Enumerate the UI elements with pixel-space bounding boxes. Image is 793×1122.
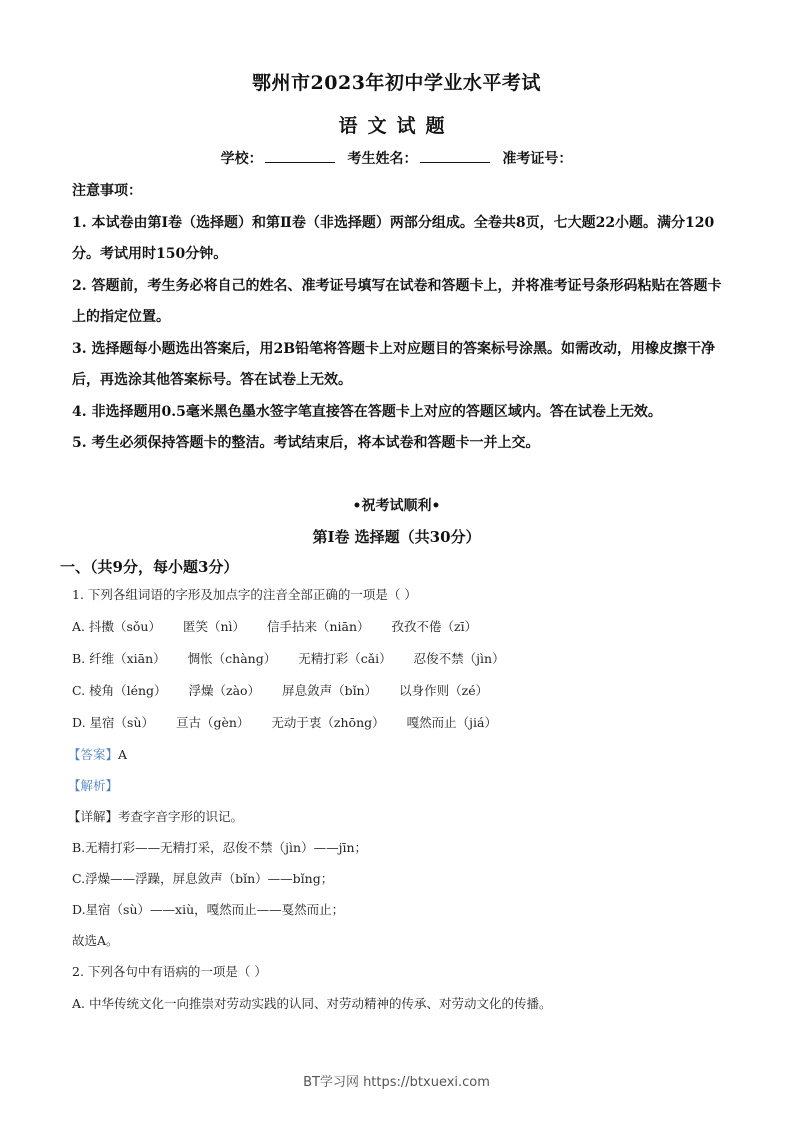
name-label: 考生姓名：: [347, 151, 418, 167]
notice-item-5: 5. 考生必须保持答题卡的整洁。考试结束后，将本试卷和答题卡一并上交。: [72, 435, 540, 451]
answer-value: A: [118, 747, 128, 762]
q1-d-4: 嘎然而止（jiá）: [406, 715, 497, 730]
school-label: 学校：: [220, 151, 263, 167]
q1-option-d: [72, 713, 515, 731]
section1-heading: 一、（共9分，每小题3分）: [60, 558, 239, 576]
explanation-c: C.浮燥——浮躁，屏息敛声（bǐn）——bǐng；: [72, 871, 334, 886]
q1-option-a: [72, 617, 495, 635]
explanation-d: D.星宿（sù）——xiù，嘎然而止——戛然而止；: [72, 902, 345, 917]
watermark-footer[interactable]: BT学习网 https://btxuexi.com: [303, 1075, 490, 1090]
student-info-row: [0, 148, 793, 168]
notice-item-2: 2. 答题前，考生务必将自己的姓名、准考证号填写在试卷和答题卡上，并将准考证号条形码粘贴在答题卡上的指定位置。: [72, 277, 722, 325]
q2-stem: 2. 下列各句中有语病的一项是（ ）: [72, 964, 267, 979]
notice-heading: 注意事项：: [72, 183, 142, 199]
q1-b-1: B. 纤维（xiān）: [72, 651, 166, 666]
q1-d-3: 无动于衷（zhōng）: [271, 715, 385, 730]
explanation-b: B.无精打彩——无精打采，忍俊不禁（jìn）——jīn；: [72, 840, 368, 855]
notice-item-4: 4. 非选择题用0.5毫米黑色墨水签字笔直接答在答题卡上对应的答题区域内。答在试卷上无效。: [72, 403, 662, 420]
exam-subtitle: 语文试题: [338, 115, 455, 137]
q1-a-1: A. 抖擞（sǒu）: [72, 619, 161, 634]
q1-a-2: 匿笑（nì）: [182, 619, 246, 634]
notice-section: [72, 176, 732, 460]
q1-stem: 1. 下列各组词语的字形及加点字的注音全部正确的一项是（ ）: [72, 587, 417, 602]
id-label: 准考证号：: [502, 151, 573, 167]
part1-title: 第Ⅰ卷 选择题（共30分）: [312, 528, 481, 546]
name-blank[interactable]: [420, 150, 490, 163]
q1-c-2: 浮燥（zào）: [188, 683, 261, 698]
q1-option-b: [72, 649, 523, 667]
q1-b-4: 忍俊不禁（jìn）: [413, 651, 505, 666]
exam-title: 鄂州市2023年初中学业水平考试: [252, 72, 541, 94]
q1-b-3: 无精打彩（cǎi）: [298, 651, 392, 666]
q1-d-2: 亘古（gèn）: [175, 715, 250, 730]
q2-option-a: A. 中华传统文化一向推崇对劳动实践的认同、对劳动精神的传承、对劳动文化的传播。: [72, 996, 552, 1011]
q1-c-1: C. 棱角（léng）: [72, 683, 167, 698]
answer-tag: 【答案】: [68, 747, 119, 762]
q1-option-c: [72, 681, 506, 699]
question-body: [68, 585, 732, 1025]
wish-text: •祝考试顺利•: [352, 498, 441, 514]
school-blank[interactable]: [265, 150, 335, 163]
q1-a-3: 信手拈来（niān）: [267, 619, 370, 634]
q1-a-4: 孜孜不倦（zī）: [391, 619, 478, 634]
detail-line: 【详解】考查字音字形的识记。: [68, 809, 244, 824]
q1-d-1: D. 星宿（sù）: [72, 715, 154, 730]
q1-answer-row: [68, 745, 127, 763]
q1-b-2: 惆怅（chàng）: [187, 651, 277, 666]
q1-c-4: 以身作则（zé）: [399, 683, 489, 698]
conclusion: 故选A。: [72, 933, 119, 948]
notice-item-1: 1. 本试卷由第Ⅰ卷（选择题）和第Ⅱ卷（非选择题）两部分组成。全卷共8页，七大题22小题。满分120分。考试用时150分钟。: [72, 214, 715, 262]
q1-c-3: 屏息敛声（bǐn）: [282, 683, 378, 698]
notice-item-3: 3. 选择题每小题选出答案后，用2B铅笔将答题卡上对应题目的答案标号涂黑。如需改动，用橡皮擦干净后，再选涂其他答案标号。答在试卷上无效。: [72, 340, 716, 388]
analysis-tag: 【解析】: [68, 778, 119, 793]
